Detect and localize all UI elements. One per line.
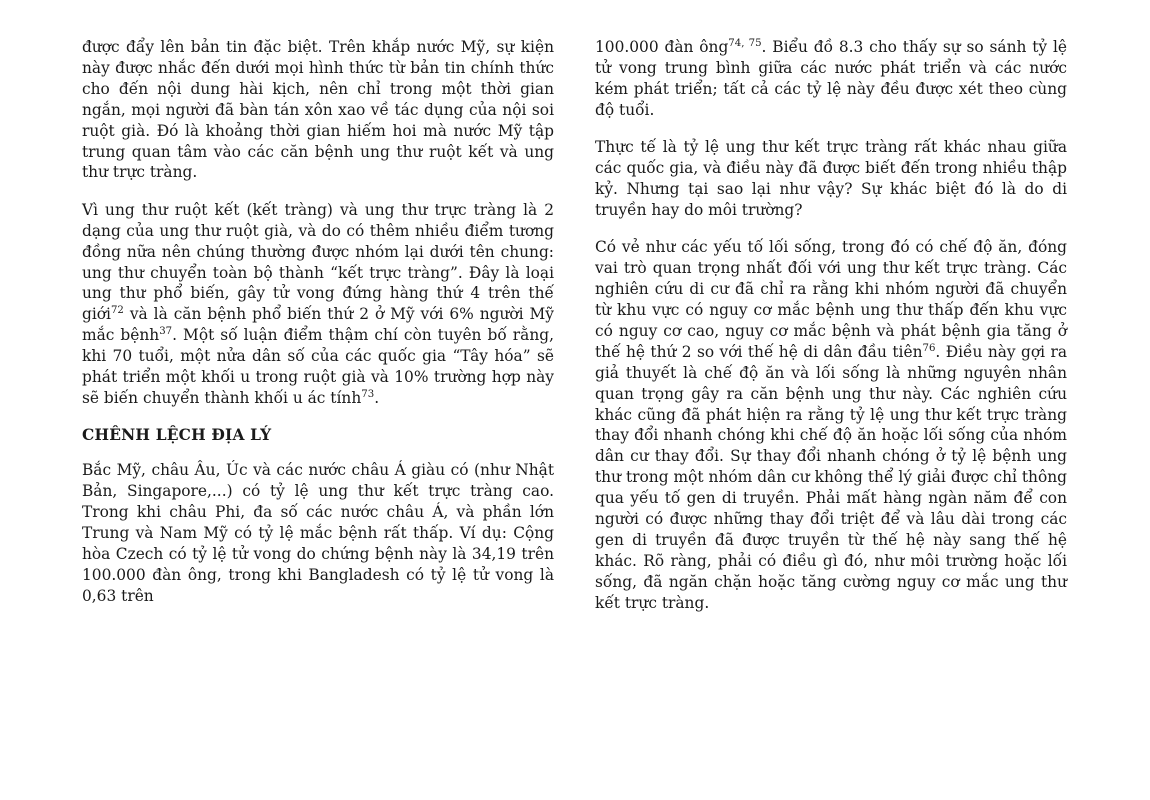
paragraph-text: Có vẻ như các yếu tố lối sống, trong đó có chế độ ăn, đóng vai trò quan trọng nhất đối với ung thư kết trực tràng. Các nghiên cứu di cư đã chỉ ra rằng khi nhóm người đã chuyển từ khu vực có nguy cơ mắc bệnh ung thư thấp đến khu vực có nguy cơ cao, nguy cơ mắc bệnh và phát bệnh gia tăng ở thế hệ thứ 2 so với thế hệ di dân đầu tiên (595, 238, 1067, 361)
paragraph-text: . Điều này gợi ra giả thuyết là chế độ ăn và lối sống là những nguyên nhân quan trọng gây ra căn bệnh ung thư này. Các nghiên cứu khác cũng đã phát hiện ra rằng tỷ lệ ung thư kết trực tràng thay đổi nhanh chóng khi chế độ ăn hoặc lối sống của nhóm dân cư thay đổi. Sự thay đổi nhanh chóng ở tỷ lệ bệnh ung thư trong một nhóm dân cư không thể lý giải được chỉ thông qua yếu tố gen di truyền. Phải mất hàng ngàn năm để con người có được những thay đổi triệt để và lâu dài trong các gen di truyền đã được truyền từ thế hệ này sang thế hệ khác. Rõ ràng, phải có điều gì đó, như môi trường hoặc lối sống, đã ngăn chặn hoặc tăng cường nguy cơ mắc ung thư kết trực tràng. (595, 342, 1068, 612)
section-heading: CHÊNH LỆCH ĐỊA LÝ (82, 426, 272, 445)
footnote-ref: 72 (110, 305, 124, 317)
left-column (82, 37, 554, 623)
paragraph-geography-continued (595, 37, 1067, 121)
paragraph-geography: Bắc Mỹ, châu Âu, Úc và các nước châu Á giàu có (như Nhật Bản, Singapore,...) có tỷ lệ ung thư kết trực tràng cao. Trong khi châu Phi, đa số các nước châu Á, và phần lớn Trung và Nam Mỹ có tỷ lệ mắc bệnh rất thấp. Ví dụ: Cộng hòa Czech có tỷ lệ tử vong do chứng bệnh này là 34,19 trên 100.000 đàn ông, trong khi Bangladesh có tỷ lệ tử vong là 0,63 trên (82, 461, 554, 605)
footnote-ref: 74, 75 (728, 37, 762, 49)
paragraph-genetics-question: Thực tế là tỷ lệ ung thư kết trực tràng rất khác nhau giữa các quốc gia, và điều này đã được biết đến trong nhiều thập kỷ. Nhưng tại sao lại như vậy? Sự khác biệt đó là do di truyền hay do môi trường? (595, 138, 1067, 219)
paragraph-colorectal-definition (82, 200, 554, 409)
paragraph-text: 100.000 đàn ông (595, 38, 729, 56)
paragraph-text: và là căn bệnh phổ biến thứ 2 ở Mỹ với 6% người Mỹ mắc bệnh (82, 305, 554, 345)
paragraph-intro-continued: được đẩy lên bản tin đặc biệt. Trên khắp nước Mỹ, sự kiện này được nhắc đến dưới mọi hình thức từ bản tin chính thức cho đến nội dung hài kịch, nên chỉ trong một thời gian ngắn, mọi người đã bàn tán xôn xao về tác dụng của nội soi ruột già. Đó là khoảng thời gian hiếm hoi mà nước Mỹ tập trung quan tâm vào các căn bệnh ung thư ruột kết và ung thư trực tràng. (82, 38, 554, 182)
footnote-ref: 37 (159, 326, 173, 338)
paragraph-lifestyle-factors (595, 237, 1067, 613)
paragraph-text: . Một số luận điểm thậm chí còn tuyên bố rằng, khi 70 tuổi, một nửa dân số của các quốc gia “Tây hóa” sẽ phát triển một khối u trong ruột già và 10% trường hợp này sẽ biến chuyển thành khối u ác tính (82, 326, 554, 407)
footnote-ref: 73 (361, 388, 375, 400)
footnote-ref: 76 (922, 342, 936, 354)
right-column (595, 37, 1067, 630)
paragraph-text: . (374, 389, 380, 407)
paragraph-text: . Biểu đồ 8.3 cho thấy sự so sánh tỷ lệ tử vong trung bình giữa các nước phát triển và các nước kém phát triển; tất cả các tỷ lệ này đều được xét theo cùng độ tuổi. (595, 38, 1067, 119)
paragraph-text: Vì ung thư ruột kết (kết tràng) và ung thư trực tràng là 2 dạng của ung thư ruột già, và do có thêm nhiều điểm tương đồng nữa nên chúng thường được nhóm lại dưới tên chung: ung thư chuyển toàn bộ thành “kết trực tràng”. Đây là loại ung thư phổ biến, gây tử vong đứng hàng thứ 4 trên thế giới (82, 200, 554, 324)
